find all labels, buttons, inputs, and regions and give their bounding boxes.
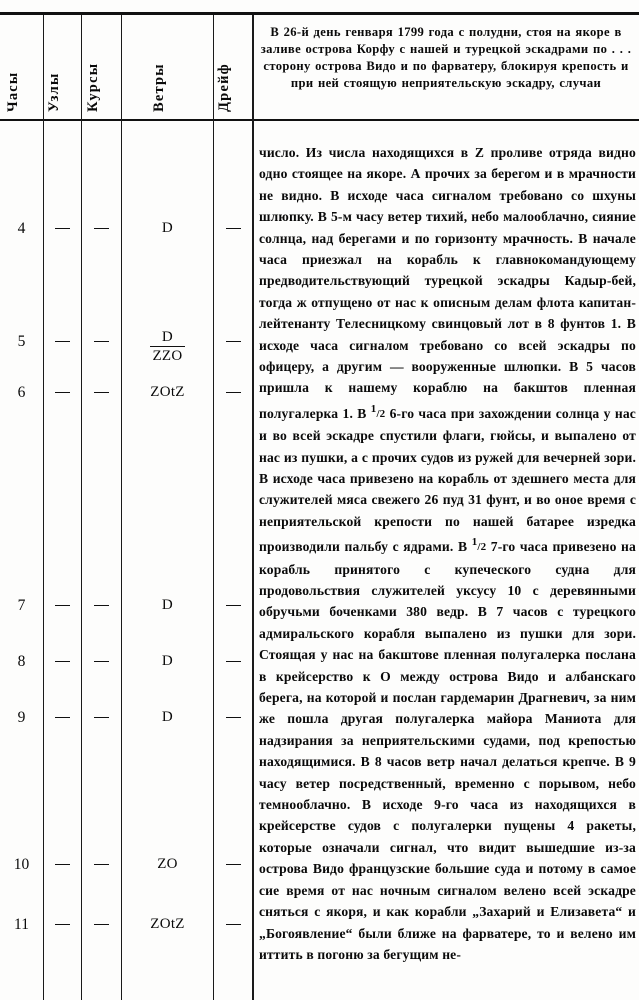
column-divider-3 <box>121 15 122 1000</box>
dash-mark <box>55 341 70 343</box>
dash-mark <box>94 392 109 394</box>
table-row-course <box>82 598 121 613</box>
header-entry-text: В 26-й день генваря 1799 года с полудни, стоя на якоре в заливе острова Корфу с нашей и турецкой эскадрами по . . . сторону острова Видо и по фарватеру, блокируя крепость и при ней стоящую неприятельскую эскадру, случаи <box>260 25 632 91</box>
table-row-drift <box>214 221 252 236</box>
column-divider-5 <box>252 15 254 1000</box>
table-row-wind <box>122 329 213 365</box>
table-row-course <box>82 857 121 872</box>
table-row-wind: D <box>161 220 174 236</box>
table-row-drift <box>214 917 252 932</box>
table-row-knots <box>44 654 81 669</box>
dash-mark <box>55 228 70 230</box>
column-header-knots-label: Узлы <box>45 72 62 112</box>
table-row-hour: 9 <box>17 709 26 726</box>
dash-mark <box>94 717 109 719</box>
table-row-hour: 4 <box>17 220 26 237</box>
dash-mark <box>94 924 109 926</box>
table-row-hour: 7 <box>17 597 26 614</box>
table-row-hour: 5 <box>17 333 26 350</box>
header-separator-rule <box>0 119 639 121</box>
column-header-course <box>82 16 121 116</box>
half-fraction-2-numerator: 1 <box>471 536 478 549</box>
column-divider-1 <box>43 15 44 1000</box>
dash-mark <box>55 864 70 866</box>
table-row-course <box>82 221 121 236</box>
narrative-part-2: 6-го часа при захождении солнца у нас и во всей эскадре спустили флаги, гюйсы, и выпалено от нас из пушки, а с прочих судов из ружей для вечерней зори. В исходе часа привезено на корабль от здешнего места для служителей мяса свежего 26 пуд 31 фунт, и во оное время с неприятельской крепости по нашей батарее изредка производили пальбу с ядрами. В <box>259 405 636 555</box>
table-row-hour: 8 <box>17 653 26 670</box>
half-fraction-1: $^1$/2 <box>370 402 386 420</box>
table-row-wind: ZOtZ <box>150 916 185 932</box>
table-row-wind: ZOtZ <box>150 384 185 400</box>
table-row-drift <box>214 654 252 669</box>
dash-mark <box>226 228 241 230</box>
table-row-knots <box>44 917 81 932</box>
column-header-knots <box>44 16 81 116</box>
table-row-knots <box>44 334 81 349</box>
top-border-rule <box>0 12 639 15</box>
column-header-hour <box>0 16 43 116</box>
table-row-wind: D <box>161 709 174 725</box>
table-row-course <box>82 654 121 669</box>
dash-mark <box>94 341 109 343</box>
column-header-wind-label: Ветры <box>150 63 167 112</box>
half-fraction-1-denominator: 2 <box>379 407 386 420</box>
column-divider-2 <box>81 15 82 1000</box>
dash-mark <box>226 661 241 663</box>
column-header-course-label: Курсы <box>84 62 101 112</box>
wind-fraction-numerator: D <box>161 329 174 345</box>
column-header-drift <box>214 16 252 116</box>
table-row-course <box>82 334 121 349</box>
table-row-knots <box>44 857 81 872</box>
dash-mark <box>94 661 109 663</box>
column-header-hour-label: Часы <box>4 71 21 112</box>
dash-mark <box>94 228 109 230</box>
dash-mark <box>226 392 241 394</box>
dash-mark <box>226 717 241 719</box>
table-row-knots <box>44 221 81 236</box>
dash-mark <box>226 864 241 866</box>
column-header-wind <box>122 16 213 116</box>
table-row-drift <box>214 334 252 349</box>
table-row-course <box>82 917 121 932</box>
column-divider-4 <box>213 15 214 1000</box>
table-row-wind: D <box>161 653 174 669</box>
table-row-wind: ZO <box>157 856 178 872</box>
dash-mark <box>55 392 70 394</box>
narrative-paragraph <box>259 142 636 965</box>
table-row-knots <box>44 710 81 725</box>
half-fraction-2-denominator: 2 <box>480 541 487 554</box>
table-row-drift <box>214 385 252 400</box>
narrative-part-3: 7-го часа привезено на корабль принятого с купеческого судна для продовольствия служителей уксусу 10 с деревянными обручьми боченками 380 ведр. В 7 часов с турецкого адмиральского корабля выпалено из пушки для зори. Стоящая у нас на бакштове пленная полугалерка послана в крейсерство к О между острова Видо и албанскаго берега, на которой и послан гардемарин Драгневич, за ним же пошла другая полугалерка майора Маниота для надзирания за неприятельскими судами, под крепостью находящимися. В 8 часов ветр начал делаться крепче. В 9 часу ветер посредственный, временно с порывом, небо темнооблачно. В исходе 9-го часа из находящихся в крейсерстве судов с полугалерки пущены 4 ракеты, которые означали сигнал, что видит вышедшие из-за острова Видо французские большие суда и потому в самое сие время от нас ночным сигналом велено всей эскадре сняться с якоря, и как корабли „Захарий и Елизавета“ и „Богоявление“ были ближе на фарватере, то и велено им иттить в погоню за бегущим не- <box>259 539 636 962</box>
dash-mark <box>55 924 70 926</box>
dash-mark <box>226 341 241 343</box>
dash-mark <box>55 661 70 663</box>
table-row-drift <box>214 857 252 872</box>
table-row-hour: 11 <box>14 916 29 933</box>
table-row-drift <box>214 598 252 613</box>
wind-fraction-denominator: ZZO <box>152 347 183 364</box>
table-row-hour: 6 <box>17 384 26 401</box>
table-row-hour: 10 <box>13 856 30 873</box>
half-fraction-1-numerator: 1 <box>370 402 377 415</box>
column-header-drift-label: Дрейф <box>216 63 232 112</box>
dash-mark <box>55 605 70 607</box>
wind-fraction <box>150 329 184 365</box>
table-row-drift <box>214 710 252 725</box>
logbook-narrative-text <box>259 142 636 965</box>
narrative-part-1: число. Из числа находящихся в Z проливе отряда видно одно стоящее на якоре. А прочих за берегом и в мрачности не видно. В исходе часа сигналом требовано со шхуны шлюпку. В 5-м часу ветер тихий, небо малооблачно, сияние солнца, над берегами и по горизонту мрачность. В начале часа приезжал на корабль к главнокомандующему предводительствующий турецкой эскадры Кадыр-бей, тогда ж отпущено от нас к описным делам флота капитан-лейтенанту Телесницкому свинцовый лот в 8 фунтов 1. В исходе часа сигналом требовано со всей эскадры по офицеру, а другим — вооруженные шлюпки. В 5 часов пришла к нашему кораблю на бакштов пленная полугалерка 1. В <box>259 145 636 421</box>
half-fraction-2: $^1$/2 <box>471 536 487 554</box>
dash-mark <box>94 605 109 607</box>
table-row-knots <box>44 598 81 613</box>
table-row-course <box>82 385 121 400</box>
table-row-knots <box>44 385 81 400</box>
dash-mark <box>94 864 109 866</box>
dash-mark <box>226 605 241 607</box>
table-row-course <box>82 710 121 725</box>
dash-mark <box>226 924 241 926</box>
dash-mark <box>55 717 70 719</box>
table-row-wind: D <box>161 597 174 613</box>
